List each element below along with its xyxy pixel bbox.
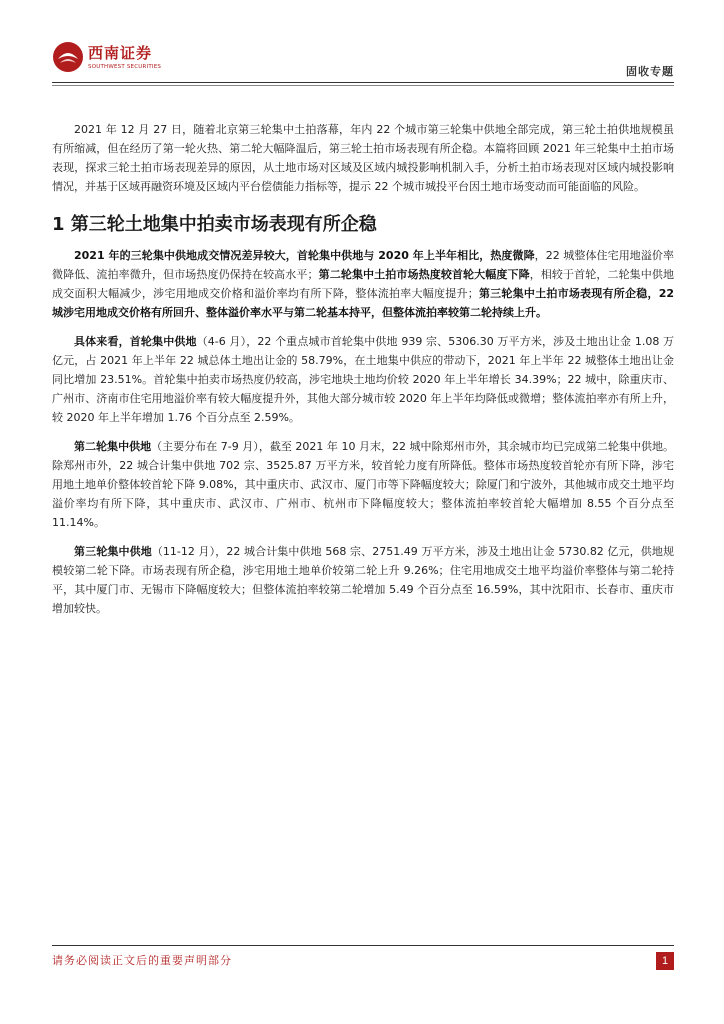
summary-bold-3: 第三轮集中土拍市场表现有所企稳，22 城涉宅用地成交价格有所回升、整体溢价率水平与第二轮基本持平，但整体流拍率较第二轮持续上升。 <box>52 287 675 319</box>
round3-text: （11-12 月），22 城合计集中供地 568 宗、2751.49 万平方米，涉及土地出让金 5730.82 亿元，供地规模较第二轮下降。市场表现有所企稳，涉宅用地土地单价较第二轮上升 9.26%；住宅用地成交土地平均溢价率整体与第二轮持平，其中厦门市、无锡市下降幅度较大；但整体流拍率较第二轮增加 5.49 个百分点至 16.59%，其中沈阳市、长春市、重庆市增加较快。 <box>52 545 675 615</box>
round3-paragraph <box>52 542 674 618</box>
summary-text-2: ，相较于首轮，二轮集中供地成交面积大幅减少，涉宅用地成交价格和溢价率均有所下降，整体流拍率大幅度提升； <box>52 268 675 300</box>
round1-paragraph <box>52 332 674 427</box>
intro-paragraph: 2021 年 12 月 27 日，随着北京第三轮集中土拍落幕，年内 22 个城市第三轮集中供地全部完成，第三轮土拍供地规模虽有所缩减，但在经历了第一轮火热、第二轮大幅降温后，第三轮土拍市场表现有所企稳。本篇将回顾 2021 年三轮集中土拍市场表现，探求三轮土拍市场表现差异的原因，从土地市场对区域及区域内城投影响机制入手，分析土拍市场表现对区域内城投影响情况，并基于区域再融资环境及区域内平台偿债能力指标等，提示 22 个城市城投平台因土地市场变动而可能面临的风险。 <box>52 123 674 193</box>
section-label: 固收专题 <box>626 65 674 78</box>
summary-text-1: ，22 城整体住宅用地溢价率微降低、流拍率微升，但市场热度仍保持在较高水平； <box>52 249 674 281</box>
round1-lead: 具体来看，首轮集中供地 <box>74 335 197 348</box>
round1-text: （4-6 月），22 个重点城市首轮集中供地 939 宗、5306.30 万平方米，涉及土地出让金 1.08 万亿元，占 2021 年上半年 22 城总体土地出让金的 58.79%，在土地集中供应的带动下，2021 年上半年 22 城整体土地出让金同比增加 23.51%。首轮集中拍卖市场热度仍较高，涉宅地块土地均价较 2020 年上半年增长 34.39%；22 城中，除重庆市、广州市、济南市住宅用地溢价率有较大幅度提升外，其他大部分城市较 2020 年上半年均降低或微增；整体流拍率亦有所上升，较 2020 年上半年增加 1.76 个百分点至 2.59%。 <box>52 335 674 424</box>
round2-paragraph <box>52 437 674 532</box>
round2-lead: 第二轮集中供地 <box>74 440 152 453</box>
logo-text-en: SOUTHWEST SECURITIES <box>88 64 162 70</box>
header-divider <box>52 82 674 83</box>
document-body <box>52 120 674 618</box>
summary-bold-2: 第二轮集中土拍市场热度较首轮大幅度下降 <box>318 268 530 281</box>
logo-emblem-icon <box>52 41 84 73</box>
footer-divider <box>52 945 674 946</box>
round2-text: （主要分布在 7-9 月），截至 2021 年 10 月末，22 城中除郑州市外，其余城市均已完成第二轮集中供地。除郑州市外，22 城合计集中供地 702 宗、3525.87 万平方米，较首轮力度有所降低。整体市场热度较首轮亦有所下降，涉宅用地土地单价整体较首轮下降 9.08%，其中重庆市、武汉市、厦门市等下降幅度较大；除厦门和宁波外，其他城市成交土地平均溢价率均有所下降，其中重庆市、武汉市、广州市、杭州市下降幅度较大；整体流拍率较首轮大幅增加 8.55 个百分点至 11.14%。 <box>52 440 675 529</box>
page-header <box>52 38 674 88</box>
section-heading: 1 第三轮土地集中拍卖市场表现有所企稳 <box>52 214 377 235</box>
footer-disclaimer: 请务必阅读正文后的重要声明部分 <box>52 954 232 967</box>
company-logo <box>52 38 172 78</box>
header-divider-thin <box>52 85 674 86</box>
summary-bold-1: 2021 年的三轮集中供地成交情况差异较大，首轮集中供地与 2020 年上半年相比，热度微降 <box>74 249 535 262</box>
summary-paragraph <box>52 246 674 322</box>
logo-text-cn: 西南证券 <box>88 44 153 62</box>
page-number: 1 <box>656 952 674 970</box>
round3-lead: 第三轮集中供地 <box>74 545 152 558</box>
